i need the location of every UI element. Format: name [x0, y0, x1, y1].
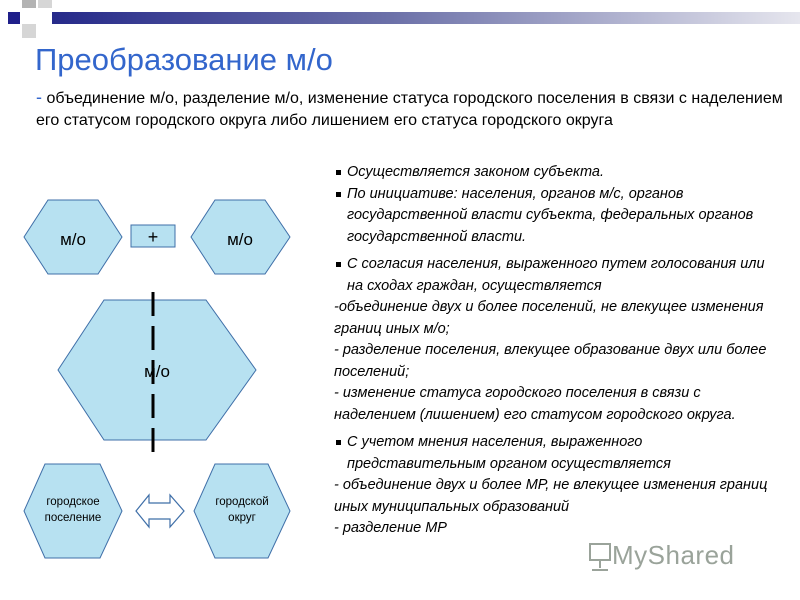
bullet-initiative: По инициативе: населения, органов м/с, органов государственной власти субъекта, федеральных органов государственной власти. — [334, 184, 784, 249]
consent-item-merge: -объединение двух и более поселений, не влекущее изменения границ иных м/о; — [334, 299, 764, 337]
bullet-opinion: С учетом мнения населения, выраженного представительным органом осуществляется — [334, 432, 784, 475]
opinion-item-merge: - объединение двух и более МР, не влекущее изменения границ иных муниципальных образований — [334, 477, 768, 515]
hex-city-district-line2: округ — [228, 512, 256, 524]
header-decoration — [0, 0, 800, 40]
slide-title: Преобразование м/о — [35, 42, 333, 77]
hex-city-district — [194, 464, 290, 558]
deco-square-light — [38, 0, 52, 8]
hex-left-label: м/о — [60, 230, 86, 249]
bidirectional-arrow-icon — [136, 495, 184, 527]
hex-city-settlement-line1: городское — [46, 496, 100, 508]
hex-city-settlement-line2: поселение — [44, 512, 102, 524]
bullet-law: Осуществляется законом субъекта. — [334, 162, 784, 184]
deco-square-light-2 — [22, 24, 36, 38]
deco-square-dark — [8, 12, 20, 24]
hex-big-label: м/о — [144, 362, 170, 381]
hex-right-label: м/о — [227, 230, 253, 249]
procedure-text-block — [334, 162, 784, 540]
consent-item-status: - изменение статуса городского поселения в связи с наделением (лишением) его статусом городского округа. — [334, 385, 736, 423]
transformation-diagram — [0, 190, 320, 600]
subtitle-text: объединение м/о, разделение м/о, изменение статуса городского поселения в связи с наделением его статусом городского округа либо лишением его статуса городского округа — [36, 90, 783, 129]
plus-sign: + — [147, 227, 159, 247]
consent-item-split: - разделение поселения, влекущее образование двух или более поселений; — [334, 342, 767, 380]
watermark-logo-icon — [587, 542, 613, 572]
slide-subtitle — [36, 86, 786, 132]
hex-city-district-line1: городской — [215, 496, 269, 508]
bullet-consent: С согласия населения, выраженного путем голосования или на сходах граждан, осуществляется — [334, 254, 784, 297]
deco-square-gray — [22, 0, 36, 8]
hex-city-settlement — [24, 464, 122, 558]
watermark-text: MyShared — [612, 540, 735, 570]
header-gradient-bar — [52, 12, 800, 24]
subtitle-dash: - — [36, 87, 42, 107]
opinion-item-split: - разделение МР — [334, 520, 447, 536]
